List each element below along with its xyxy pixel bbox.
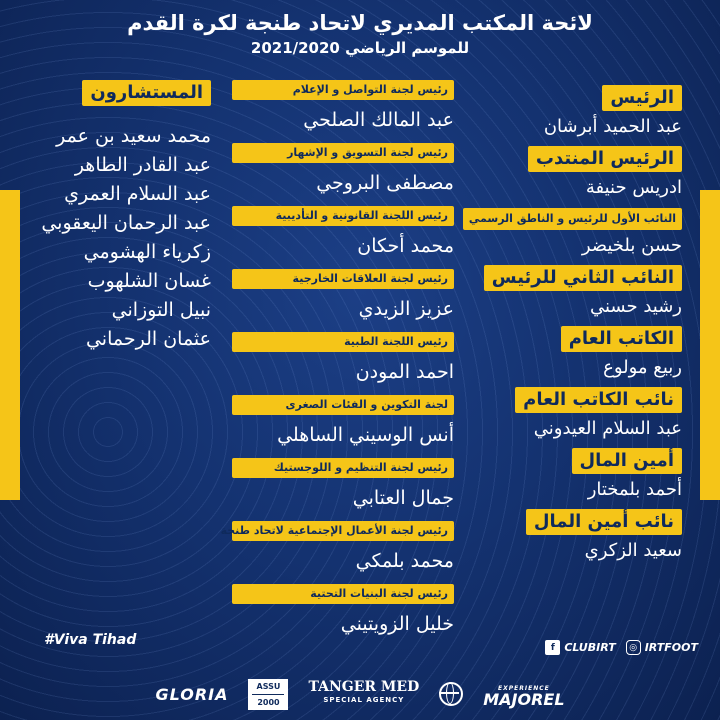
officer-name: ربيع مولوع	[603, 357, 682, 378]
officer-name: رشيد حسني	[590, 296, 682, 317]
advisors-column	[41, 80, 211, 354]
committee-role: رئيس لجنة التنظيم و اللوجستيك	[232, 458, 454, 478]
committee-entry	[232, 269, 454, 322]
advisor-name: عثمان الرحماني	[85, 328, 211, 350]
advisor-name: عبد الرحمان اليعقوبي	[41, 212, 211, 234]
committee-role: رئيس لجنة التسويق و الإشهار	[232, 143, 454, 163]
officer-entry	[482, 326, 682, 381]
right-yellow-stripe	[700, 190, 720, 500]
committee-entry	[232, 143, 454, 196]
officer-name: عبد السلام العيدوني	[533, 418, 682, 439]
advisor-name: غسان الشلهوب	[87, 270, 211, 292]
advisor-name: محمد سعيد بن عمر	[56, 125, 211, 147]
officer-entry	[482, 387, 682, 442]
officer-entry	[482, 509, 682, 564]
majorel-logo	[483, 683, 565, 709]
officer-entry	[482, 85, 682, 140]
facebook-handle[interactable]	[545, 640, 615, 655]
advisor-name: عبد القادر الطاهر	[74, 154, 211, 176]
committee-head-name: محمد أحكان	[357, 235, 454, 257]
committee-entry	[220, 521, 454, 574]
committee-head-name: عبد المالك الصلحي	[303, 109, 454, 131]
majorel-tagline: EXPERIENCE	[498, 685, 550, 692]
officer-role: نائب الكاتب العام	[515, 387, 682, 413]
gloria-logo: GLORIA	[155, 684, 229, 704]
committee-role: رئيس لجنة الأعمال الإجتماعية لاتحاد طنجة	[232, 521, 454, 541]
committee-head-name: محمد بلمكي	[355, 550, 454, 572]
officer-entry	[482, 265, 682, 320]
committee-head-name: مصطفى البروجي	[316, 172, 454, 194]
left-yellow-stripe	[0, 190, 20, 500]
committee-entry	[232, 584, 454, 637]
committee-head-name: عزيز الزيدي	[358, 298, 454, 320]
officer-role: الكاتب العام	[561, 326, 682, 352]
officer-entry	[468, 207, 682, 259]
advisor-name: عبد السلام العمري	[64, 183, 211, 205]
committee-entry	[232, 80, 454, 133]
poster-title: لائحة المكتب المديري لاتحاد طنجة لكرة القدم	[127, 11, 593, 35]
officer-role: الرئيس المنتدب	[528, 146, 682, 172]
committee-role: لجنة التكوين و الفئات الصغرى	[232, 395, 454, 415]
tanger-med-logo	[308, 681, 419, 707]
sponsors-bar	[0, 668, 720, 720]
tanger-med-name: TANGER MED	[308, 679, 420, 695]
advisor-name: زكرياء الهشومي	[83, 241, 211, 263]
header	[0, 8, 720, 58]
officer-name: ادريس حنيفة	[585, 177, 682, 198]
assu-logo-top: ASSU	[256, 681, 281, 691]
committee-role: رئيس لجنة التواصل و الإعلام	[232, 80, 454, 100]
committee-entry	[232, 395, 454, 448]
poster-subtitle: للموسم الرياضي 2021/2020	[250, 39, 470, 57]
committee-entry	[232, 206, 454, 259]
officer-name: عبد الحميد أبرشان	[543, 116, 682, 137]
officer-role: النائب الأول للرئيس و الناطق الرسمي	[463, 208, 682, 230]
committee-role: رئيس اللجنة القانونية و التأديبية	[232, 206, 454, 226]
advisor-name: نبيل التوزاني	[111, 299, 211, 321]
officer-role: الرئيس	[602, 85, 682, 111]
tanger-med-tagline: SPECIAL AGENCY	[323, 696, 405, 704]
assu-logo-divider	[252, 694, 284, 695]
committee-role: رئيس لجنة البنيات التحتية	[232, 584, 454, 604]
committee-head-name: خليل الزويتيني	[340, 613, 454, 635]
committee-entry	[232, 332, 454, 385]
committee-head-name: أنس الوسيني الساهلي	[277, 424, 454, 446]
officer-entry	[482, 146, 682, 201]
officer-role: نائب أمين المال	[526, 509, 682, 535]
committee-entry	[232, 458, 454, 511]
officer-name: أحمد بلمختار	[587, 479, 682, 500]
instagram-handle-text: IRTFOOT	[644, 641, 698, 654]
advisors-title: المستشارون	[82, 80, 211, 106]
committees-column	[220, 80, 454, 647]
majorel-name: MAJOREL	[483, 690, 565, 709]
committee-head-name: جمال العتابي	[352, 487, 454, 509]
officers-column	[468, 85, 682, 570]
officer-role: النائب الثاني للرئيس	[484, 265, 682, 291]
globe-icon	[439, 682, 463, 706]
officer-name: سعيد الزكري	[584, 540, 682, 561]
assu-logo-bottom: 2000	[257, 697, 280, 707]
social-handles	[545, 640, 698, 655]
instagram-icon: ◎	[626, 640, 641, 655]
assu-2000-logo	[248, 679, 288, 710]
committee-role: رئيس اللجنة الطبية	[232, 332, 454, 352]
committee-role: رئيس لجنة العلاقات الخارجية	[232, 269, 454, 289]
officer-name: حسن بلخيضر	[581, 235, 682, 256]
facebook-handle-text: CLUBIRT	[564, 641, 616, 654]
hashtag: #Viva Tihad	[44, 632, 137, 648]
officer-role: أمين المال	[572, 448, 683, 474]
facebook-icon: f	[545, 640, 560, 655]
officer-entry	[482, 448, 682, 503]
committee-head-name: احمد المودن	[355, 361, 454, 383]
instagram-handle[interactable]	[626, 640, 698, 655]
